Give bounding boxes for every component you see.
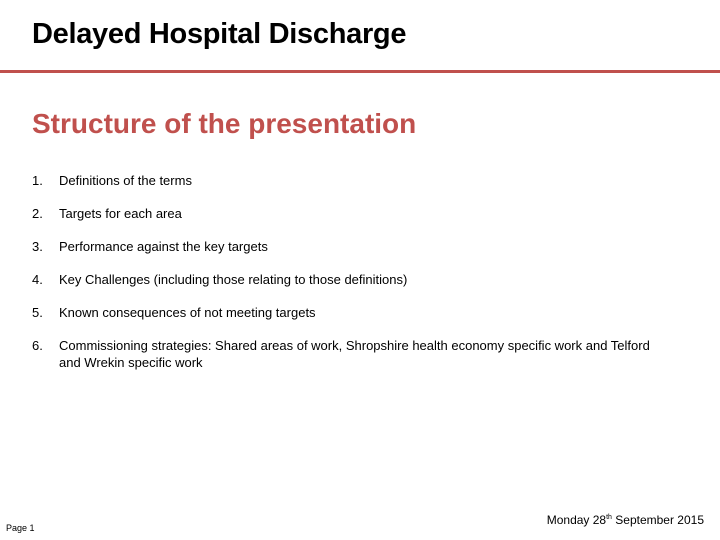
date-day: Monday 28	[546, 513, 607, 527]
agenda-item-2	[32, 205, 652, 222]
agenda-item-5	[32, 304, 652, 321]
agenda-item-number: 6.	[32, 338, 43, 353]
title-divider	[0, 70, 720, 73]
agenda-item-3	[32, 238, 652, 255]
agenda-item-4	[32, 271, 652, 288]
agenda-item-text: Commissioning strategies: Shared areas of work, Shropshire health economy specific work and Telford and Wrekin specific work	[59, 338, 650, 370]
agenda-item-number: 4.	[32, 272, 43, 287]
presentation-date	[547, 513, 704, 527]
agenda-item-6	[32, 337, 652, 371]
agenda-item-1	[32, 172, 652, 189]
page-number: Page 1	[6, 523, 35, 533]
agenda-item-number: 2.	[32, 206, 43, 221]
slide-subtitle: Structure of the presentation	[32, 108, 417, 139]
agenda-item-text: Key Challenges (including those relating to those definitions)	[59, 272, 408, 287]
date-ordinal-suffix: th	[606, 514, 612, 521]
date-month-year: September 2015	[611, 513, 704, 527]
agenda-item-number: 5.	[32, 305, 43, 320]
agenda-item-number: 1.	[32, 173, 43, 188]
agenda-item-number: 3.	[32, 239, 43, 254]
agenda-item-text: Performance against the key targets	[59, 239, 268, 254]
agenda-item-text: Targets for each area	[59, 206, 182, 221]
slide-title: Delayed Hospital Discharge	[32, 18, 407, 50]
agenda-item-text: Known consequences of not meeting targets	[59, 305, 316, 320]
agenda-item-text: Definitions of the terms	[59, 173, 192, 188]
